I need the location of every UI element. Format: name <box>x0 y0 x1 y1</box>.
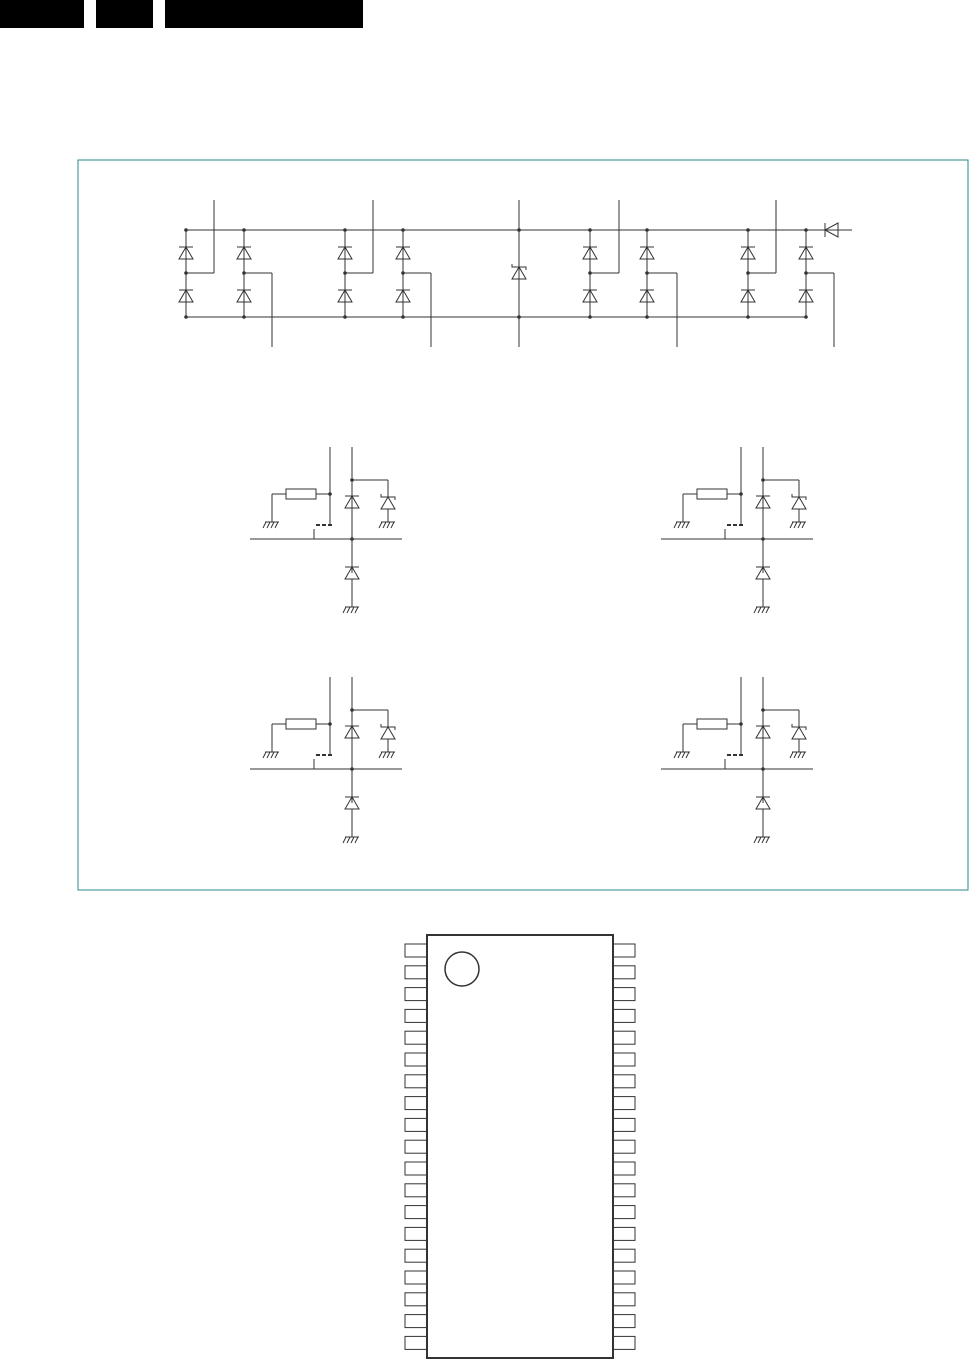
ic-pin-left <box>405 1336 427 1349</box>
ground-hatch <box>391 752 394 758</box>
ic-pin-left <box>405 1162 427 1175</box>
ground-hatch <box>351 837 354 843</box>
ground-hatch <box>794 522 797 528</box>
ground-hatch <box>802 752 805 758</box>
ground-hatch <box>674 522 677 528</box>
junction-dot <box>588 271 592 275</box>
ground-hatch <box>686 522 689 528</box>
ic-pin-right <box>613 1140 635 1153</box>
ic-pin-left <box>405 1053 427 1066</box>
ground-symbol <box>379 752 395 758</box>
ground-hatch <box>678 522 681 528</box>
ground-hatch <box>263 752 266 758</box>
ic-pin-right <box>613 1227 635 1240</box>
ground-hatch <box>355 607 358 613</box>
ic-package-outline <box>405 935 635 1358</box>
ic-pin-left <box>405 1140 427 1153</box>
junction-dot <box>401 315 405 319</box>
ground-hatch <box>798 752 801 758</box>
ground-hatch <box>674 752 677 758</box>
ic-pin-left <box>405 1227 427 1240</box>
junction-dot <box>746 315 750 319</box>
ic-pin-left <box>405 1118 427 1131</box>
ground-hatch <box>754 607 757 613</box>
clamp-zener <box>792 724 806 739</box>
ic-pin-left <box>405 1184 427 1197</box>
junction-dot <box>804 315 808 319</box>
junction-dot <box>343 315 347 319</box>
ground-hatch <box>383 752 386 758</box>
junction-dot <box>517 228 521 232</box>
protection-cell <box>250 447 402 613</box>
ground-hatch <box>379 522 382 528</box>
ground-hatch <box>267 522 270 528</box>
junction-dot <box>645 271 649 275</box>
protection-cell <box>661 447 813 613</box>
ic-pin-right <box>613 1118 635 1131</box>
clamp-zener <box>381 724 395 739</box>
junction-dot <box>401 228 405 232</box>
ground-hatch <box>682 752 685 758</box>
ground-hatch <box>383 522 386 528</box>
zener-triangle <box>381 727 395 739</box>
ground-hatch <box>766 837 769 843</box>
ground-hatch <box>275 522 278 528</box>
ground-symbol <box>263 522 279 528</box>
junction-dot <box>401 271 405 275</box>
ic-pin-right <box>613 944 635 957</box>
frame-border <box>78 160 968 890</box>
pin1-marker <box>445 952 479 986</box>
ground-symbol <box>754 607 770 613</box>
ground-symbol <box>790 752 806 758</box>
junction-dot <box>343 271 347 275</box>
junction-dot <box>517 315 521 319</box>
ground-hatch <box>267 752 270 758</box>
ground-hatch <box>758 607 761 613</box>
junction-dot <box>645 315 649 319</box>
zener-triangle <box>792 497 806 509</box>
ground-hatch <box>391 522 394 528</box>
clamp-zener <box>381 494 395 509</box>
ic-pin-right <box>613 1206 635 1219</box>
junction-dot <box>343 228 347 232</box>
ground-hatch <box>762 607 765 613</box>
ic-pin-right <box>613 1249 635 1262</box>
ic-pin-right <box>613 1097 635 1110</box>
ic-pin-right <box>613 1075 635 1088</box>
ground-hatch <box>798 522 801 528</box>
ic-pin-left <box>405 1009 427 1022</box>
ground-symbol <box>343 607 359 613</box>
ic-pin-left <box>405 944 427 957</box>
resistor <box>697 489 727 499</box>
ic-pin-left <box>405 966 427 979</box>
ic-pin-right <box>613 988 635 1001</box>
ground-hatch <box>762 837 765 843</box>
ground-hatch <box>379 752 382 758</box>
ground-symbol <box>343 837 359 843</box>
ground-hatch <box>682 522 685 528</box>
junction-dot <box>242 271 246 275</box>
junction-dot <box>184 271 188 275</box>
ground-symbol <box>790 522 806 528</box>
junction-dot <box>804 271 808 275</box>
ic-pin-right <box>613 1031 635 1044</box>
resistor <box>286 719 316 729</box>
ground-hatch <box>766 607 769 613</box>
ic-pin-left <box>405 1097 427 1110</box>
junction-dot <box>588 315 592 319</box>
ic-body <box>427 935 613 1358</box>
clamp-zener <box>792 494 806 509</box>
junction-dot <box>588 228 592 232</box>
ic-pin-right <box>613 966 635 979</box>
ic-pin-right <box>613 1315 635 1328</box>
ic-pin-left <box>405 1206 427 1219</box>
ground-hatch <box>387 752 390 758</box>
ic-pin-right <box>613 1184 635 1197</box>
ground-hatch <box>263 522 266 528</box>
ic-pin-left <box>405 988 427 1001</box>
junction-dot <box>242 228 246 232</box>
junction-dot <box>184 228 188 232</box>
resistor <box>286 489 316 499</box>
ground-hatch <box>275 752 278 758</box>
resistor <box>697 719 727 729</box>
ic-pin-left <box>405 1315 427 1328</box>
junction-dot <box>184 315 188 319</box>
ic-pin-right <box>613 1293 635 1306</box>
ground-symbol <box>263 752 279 758</box>
ic-pin-right <box>613 1009 635 1022</box>
ic-pin-left <box>405 1293 427 1306</box>
ic-pin-left <box>405 1075 427 1088</box>
ic-pin-right <box>613 1162 635 1175</box>
ground-hatch <box>343 607 346 613</box>
ic-pin-right <box>613 1053 635 1066</box>
ground-hatch <box>351 607 354 613</box>
top-diode-bridge <box>179 200 852 347</box>
protection-cell <box>661 677 813 843</box>
zener-triangle <box>381 497 395 509</box>
ground-hatch <box>387 522 390 528</box>
ic-pin-left <box>405 1271 427 1284</box>
ic-pin-left <box>405 1249 427 1262</box>
ground-hatch <box>794 752 797 758</box>
ground-hatch <box>347 837 350 843</box>
ground-symbol <box>674 752 690 758</box>
esd-protection-frame <box>78 160 968 890</box>
junction-dot <box>746 271 750 275</box>
ground-hatch <box>678 752 681 758</box>
ground-hatch <box>271 752 274 758</box>
ground-hatch <box>686 752 689 758</box>
junction-dot <box>242 315 246 319</box>
zener-triangle <box>792 727 806 739</box>
junction-dot <box>645 228 649 232</box>
ic-pin-right <box>613 1271 635 1284</box>
ground-hatch <box>271 522 274 528</box>
junction-dot <box>746 228 750 232</box>
protection-cells <box>250 447 813 843</box>
junction-dot <box>804 228 808 232</box>
ic-pin-right <box>613 1336 635 1349</box>
ground-hatch <box>347 607 350 613</box>
ground-hatch <box>355 837 358 843</box>
protection-cell <box>250 677 402 843</box>
ground-hatch <box>802 522 805 528</box>
ground-symbol <box>674 522 690 528</box>
ground-hatch <box>343 837 346 843</box>
ground-symbol <box>379 522 395 528</box>
ground-symbol <box>754 837 770 843</box>
ic-pin-left <box>405 1031 427 1044</box>
ground-hatch <box>754 837 757 843</box>
ground-hatch <box>790 752 793 758</box>
ground-hatch <box>758 837 761 843</box>
ground-hatch <box>790 522 793 528</box>
